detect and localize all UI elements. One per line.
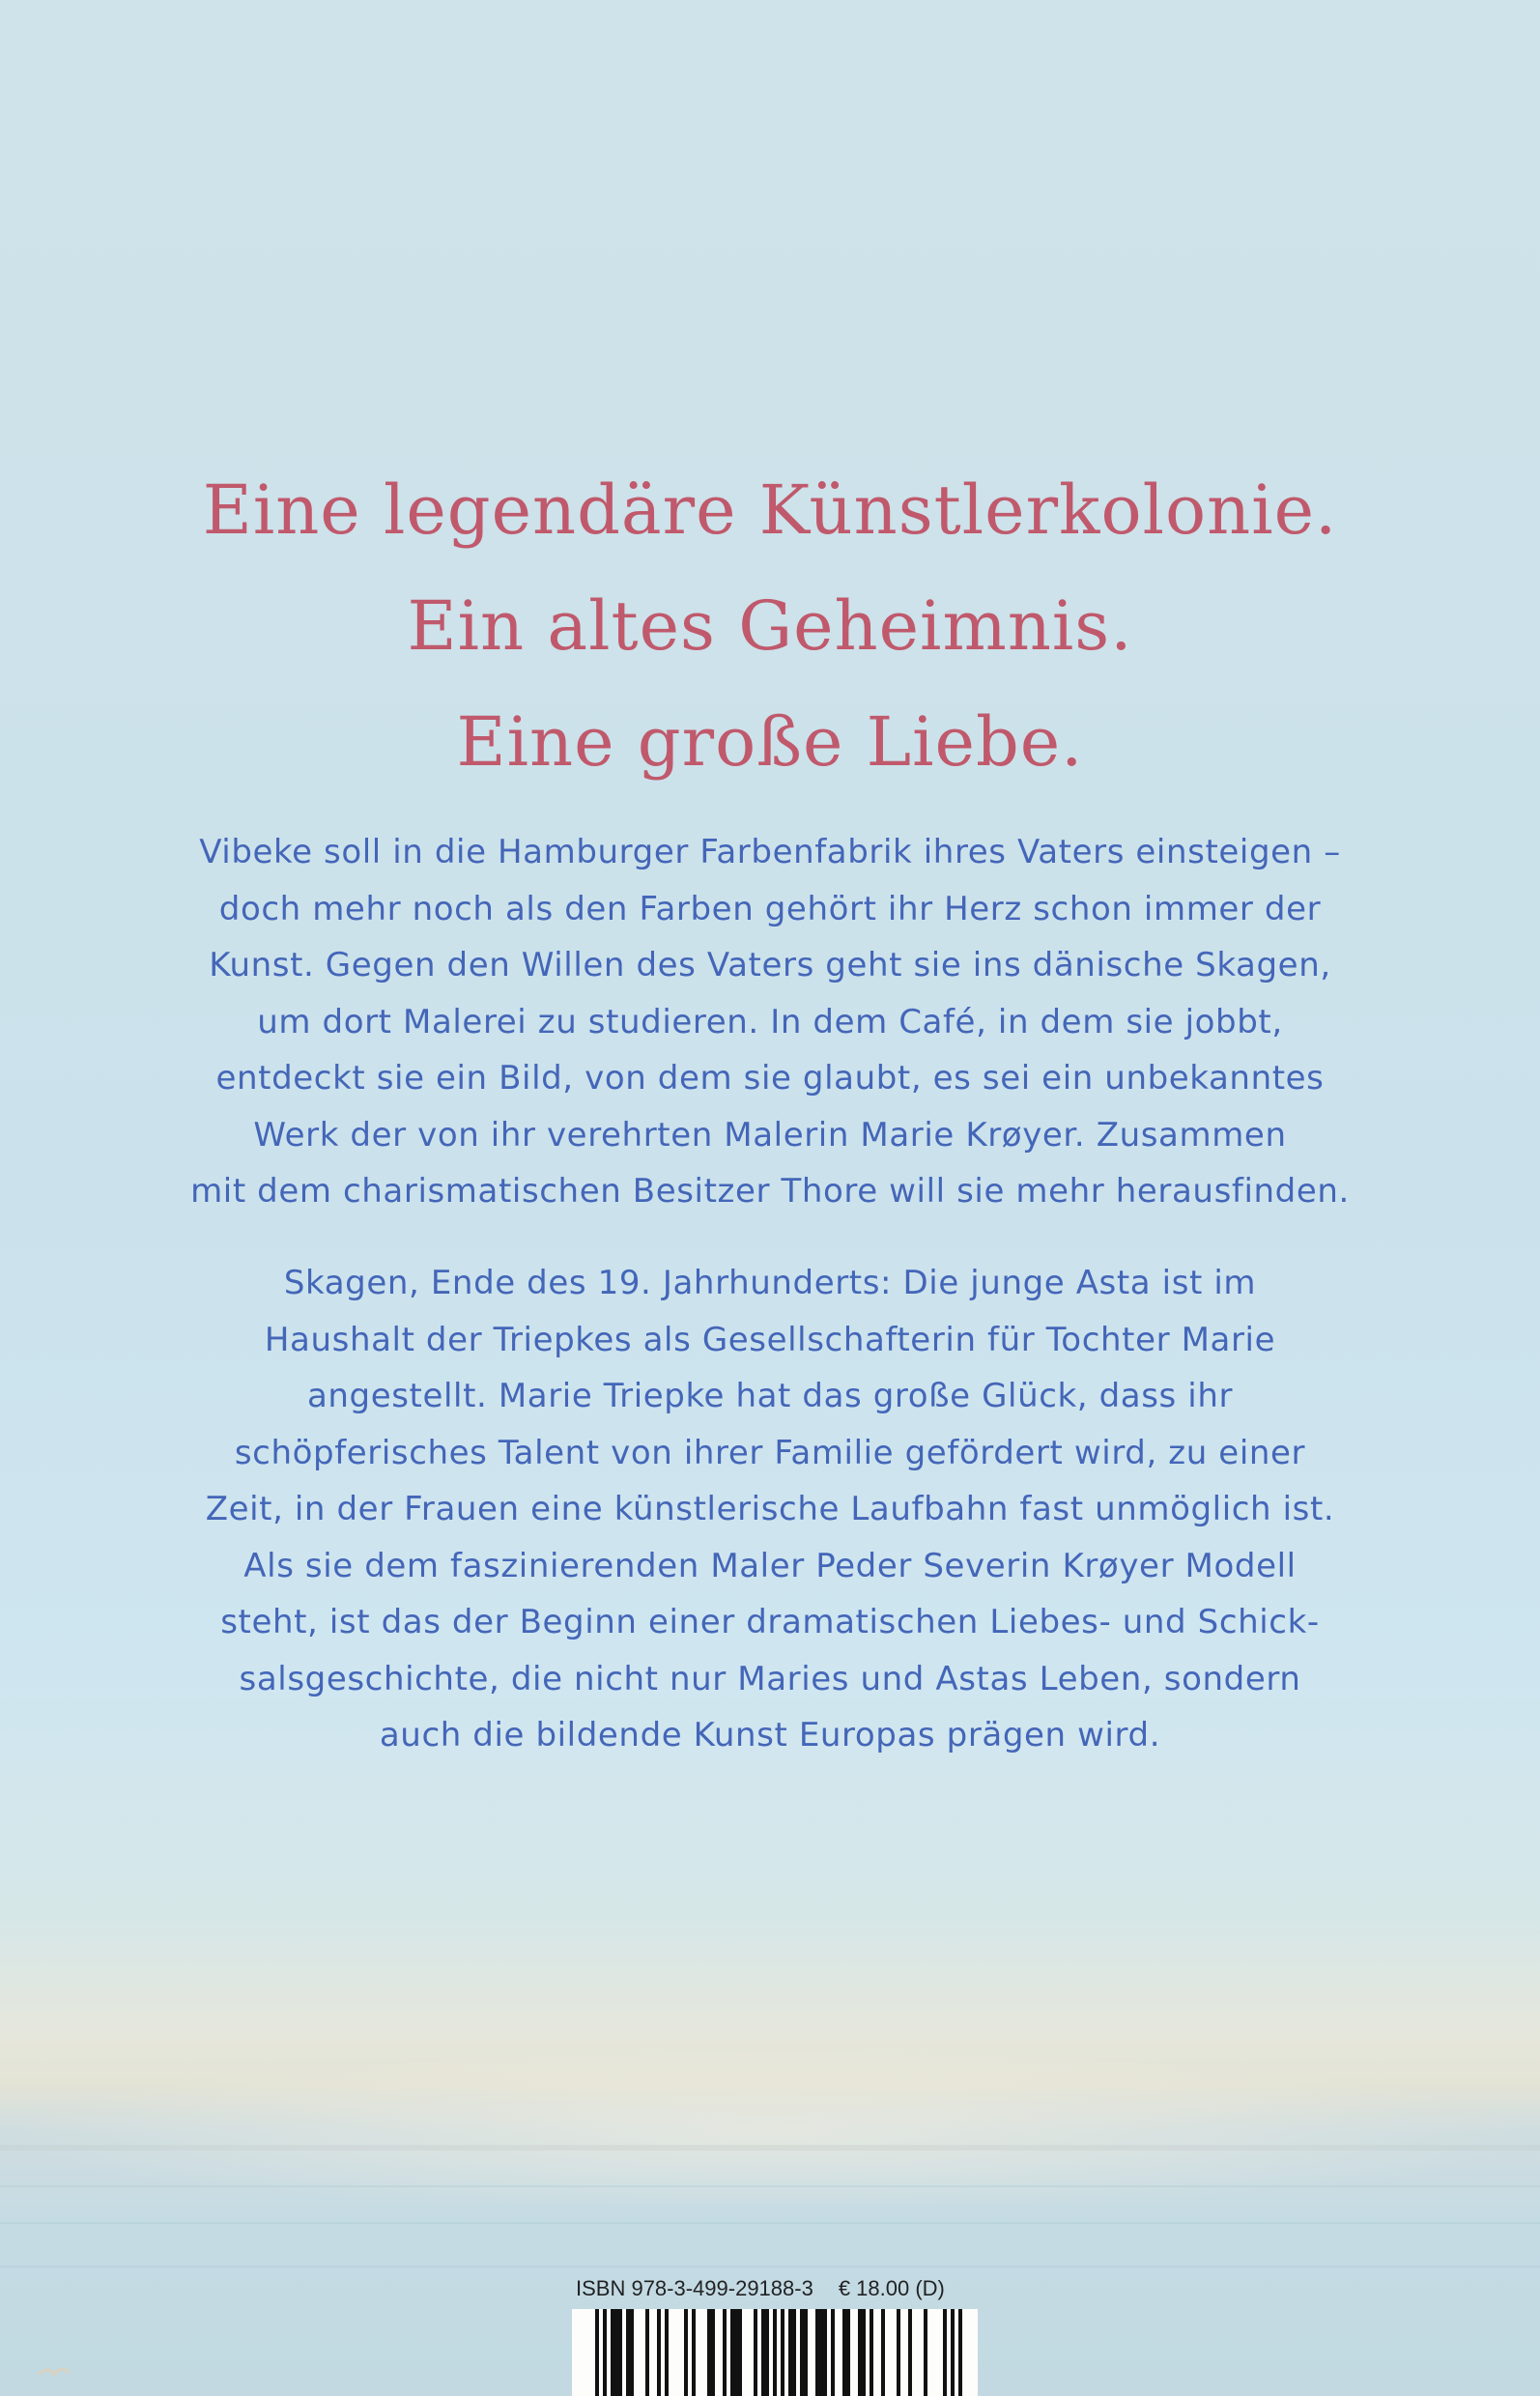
blurb-line: Skagen, Ende des 19. Jahrhunderts: Die junge Asta ist im bbox=[283, 1264, 1257, 1302]
isbn-number: ISBN 978-3-499-29188-3 bbox=[576, 2276, 813, 2300]
blurb-paragraph-history bbox=[0, 1255, 1540, 1764]
headline-line: Eine legendäre Künstlerkolonie. bbox=[202, 471, 1338, 550]
blurb-line: mit dem charismatischen Besitzer Thore will sie mehr herausfinden. bbox=[190, 1172, 1350, 1211]
blurb-line: Zeit, in der Frauen eine künstlerische Laufbahn fast unmöglich ist. bbox=[205, 1490, 1335, 1528]
barcode-bar bbox=[657, 2309, 661, 2396]
blurb-line: Werk der von ihr verehrten Malerin Marie Krøyer. Zusammen bbox=[253, 1115, 1287, 1155]
barcode-bar bbox=[734, 2309, 738, 2396]
barcode-bar bbox=[773, 2309, 777, 2396]
barcode-bar bbox=[924, 2309, 927, 2396]
barcode-bar bbox=[846, 2309, 850, 2396]
barcode-bar bbox=[626, 2309, 630, 2396]
barcode-bar bbox=[730, 2309, 734, 2396]
barcode-bar bbox=[614, 2309, 618, 2396]
barcode-bar bbox=[831, 2309, 835, 2396]
headline-line: Eine große Liebe. bbox=[456, 702, 1084, 782]
blurb-line: Vibeke soll in die Hamburger Farbenfabrik ihres Vaters einsteigen – bbox=[199, 833, 1341, 871]
headline-line: Ein altes Geheimnis. bbox=[407, 586, 1133, 666]
barcode-bar bbox=[842, 2309, 846, 2396]
blurb-line: entdeckt sie ein Bild, von dem sie glaubt, es sei ein unbekanntes bbox=[215, 1059, 1325, 1098]
isbn-price-line bbox=[576, 2276, 982, 2301]
barcode-bar bbox=[603, 2309, 607, 2396]
background-mist bbox=[0, 2048, 1540, 2203]
barcode-bar bbox=[881, 2309, 885, 2396]
headline bbox=[0, 452, 1540, 800]
blurb-line: salsgeschichte, die nicht nur Maries und Astas Leben, sondern bbox=[239, 1659, 1301, 1698]
barcode-bar bbox=[711, 2309, 715, 2396]
barcode-bar bbox=[692, 2309, 696, 2396]
barcode-bar bbox=[761, 2309, 765, 2396]
barcode-bar bbox=[630, 2309, 634, 2396]
blurb-line: Als sie dem faszinierenden Maler Peder Severin Krøyer Modell bbox=[243, 1546, 1297, 1585]
price-label: € 18.00 (D) bbox=[838, 2276, 945, 2300]
barcode-bar bbox=[951, 2309, 955, 2396]
blurb-line: angestellt. Marie Triepke hat das große Glück, dass ihr bbox=[306, 1377, 1234, 1415]
blurb-line: Kunst. Gegen den Willen des Vaters geht sie ins dänische Skagen, bbox=[209, 946, 1331, 984]
barcode-bar bbox=[618, 2309, 622, 2396]
barcode-bar bbox=[870, 2309, 873, 2396]
blurb-line: schöpferisches Talent von ihrer Familie gefördert wird, zu einer bbox=[234, 1433, 1306, 1472]
barcode bbox=[572, 2309, 978, 2396]
barcode-bar bbox=[765, 2309, 769, 2396]
sea-line bbox=[0, 2266, 1540, 2268]
blurb-line: Haushalt der Triepkes als Gesellschafterin für Tochter Marie bbox=[264, 1320, 1276, 1359]
blurb-line: auch die bildende Kunst Europas prägen wird. bbox=[379, 1716, 1161, 1754]
barcode-bar bbox=[823, 2309, 827, 2396]
barcode-bar bbox=[897, 2309, 900, 2396]
barcode-bar bbox=[684, 2309, 688, 2396]
barcode-bar bbox=[754, 2309, 757, 2396]
barcode-bar bbox=[595, 2309, 599, 2396]
barcode-bar bbox=[723, 2309, 727, 2396]
blurb-line: steht, ist das der Beginn einer dramatischen Liebes- und Schick- bbox=[220, 1603, 1320, 1641]
barcode-bar bbox=[862, 2309, 866, 2396]
blurb-line: doch mehr noch als den Farben gehört ihr Herz schon immer der bbox=[218, 889, 1322, 928]
barcode-bar bbox=[958, 2309, 962, 2396]
blurb-line: um dort Malerei zu studieren. In dem Café, in dem sie jobbt, bbox=[257, 1002, 1283, 1041]
horizon-line bbox=[0, 2145, 1540, 2151]
sea-line bbox=[0, 2185, 1540, 2187]
barcode-bar bbox=[800, 2309, 804, 2396]
barcode-bar bbox=[908, 2309, 912, 2396]
sea-line bbox=[0, 2222, 1540, 2224]
barcode-bar bbox=[804, 2309, 808, 2396]
barcode-bar bbox=[707, 2309, 711, 2396]
barcode-graphic bbox=[572, 2309, 978, 2396]
barcode-bar bbox=[943, 2309, 947, 2396]
barcode-bar bbox=[611, 2309, 614, 2396]
barcode-bar bbox=[738, 2309, 742, 2396]
barcode-bar bbox=[792, 2309, 796, 2396]
barcode-bar bbox=[645, 2309, 649, 2396]
blurb-paragraph-present bbox=[0, 824, 1540, 1220]
barcode-bar bbox=[665, 2309, 669, 2396]
barcode-bar bbox=[858, 2309, 862, 2396]
barcode-bar bbox=[815, 2309, 819, 2396]
barcode-bar bbox=[788, 2309, 792, 2396]
barcode-bar bbox=[819, 2309, 823, 2396]
bird-icon bbox=[35, 2357, 73, 2386]
barcode-bar bbox=[781, 2309, 784, 2396]
